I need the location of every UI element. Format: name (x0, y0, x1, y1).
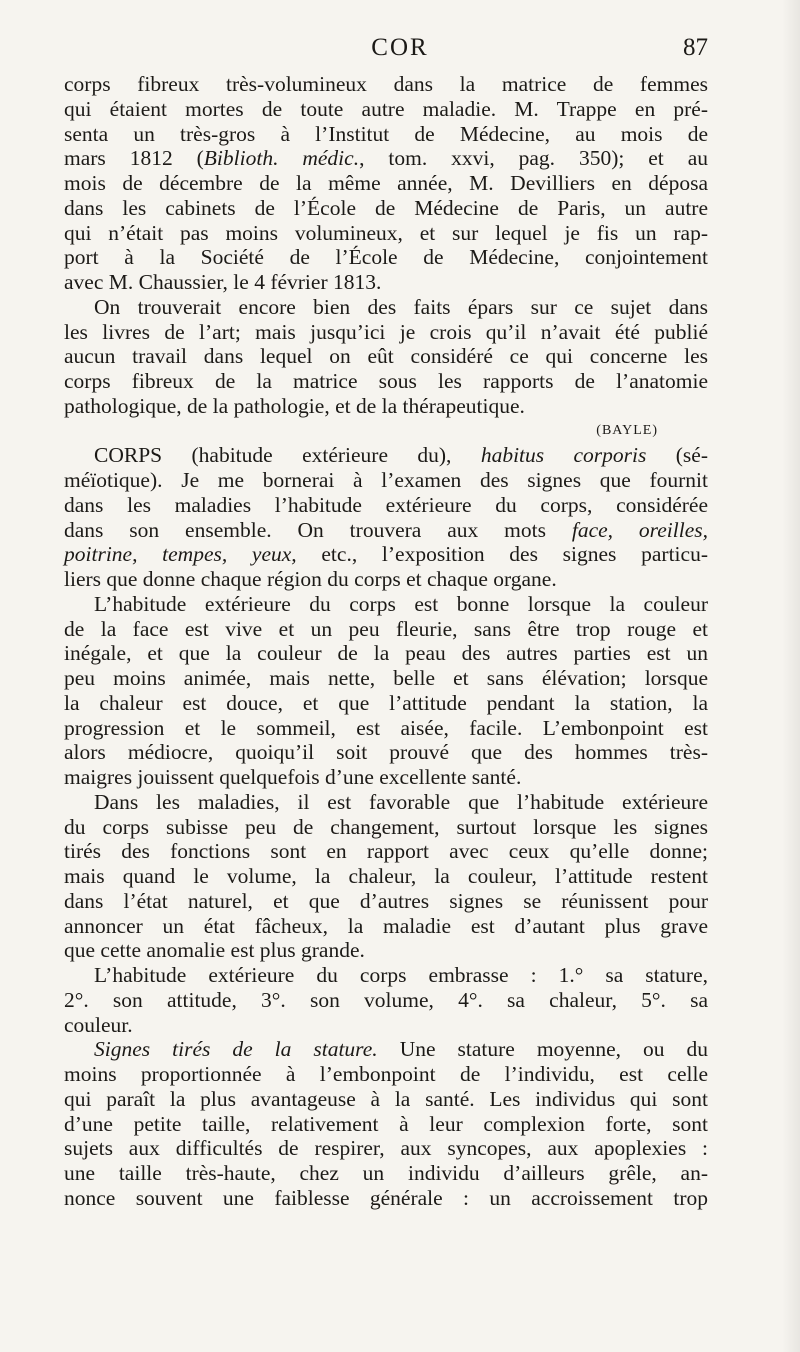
italic-term: poitrine, tempes, yeux, (64, 542, 297, 567)
text-line: une taille très-haute, chez un individu d’ailleurs grêle, an- (64, 1161, 708, 1185)
text-line: les livres de l’art; mais jusqu’ici je crois qu’il n’avait été publié (64, 319, 708, 344)
text-line: sujets aux difficultés de respirer, aux syncopes, aux apoplexies : (64, 1136, 708, 1161)
text-line: tirés des fonctions sont en rapport avec ceux qu’elle donne; (64, 839, 708, 864)
text-line (64, 518, 708, 543)
text-run: , tom. xxvi, pag. 350); et au (359, 146, 708, 171)
italic-term: face, oreilles, (571, 517, 708, 542)
text-line: de la face est vive et un peu fleurie, sans être trop rouge et (64, 616, 708, 641)
text-line: aucun travail dans lequel on eût considéré ce qui concerne les (64, 344, 708, 369)
text-line: liers que donne chaque région du corps et chaque organe. (64, 567, 557, 591)
text-run: Une stature moyenne, ou du (377, 1037, 708, 1062)
text-line (64, 542, 708, 567)
text-line: inégale, et que la couleur de la peau des autres parties est un (64, 641, 708, 666)
text-line: maigres jouissent quelquefois d’une excellente santé. (64, 765, 522, 789)
text-line: avec M. Chaussier, le 4 février 1813. (64, 270, 382, 294)
text-run: etc., l’exposition des signes particu- (296, 542, 708, 567)
text-line: qui étaient mortes de toute autre maladie. M. Trappe en pré- (64, 96, 708, 121)
text-line: mois de décembre de la même année, M. Devilliers en déposa (64, 171, 708, 195)
text-line: port à la Société de l’École de Médecine, conjointement (64, 245, 708, 270)
text-line: du corps subisse peu de changement, surtout lorsque les signes (64, 814, 708, 839)
author-signature: (BAYLE) (596, 422, 658, 438)
text-line (64, 1037, 708, 1062)
text-run: dans son ensemble. On trouvera aux mots (64, 517, 572, 542)
text-line: corps fibreux de la matrice sous les rapports de l’anatomie (64, 369, 708, 393)
text-line: progression et le sommeil, est aisée, facile. L’embonpoint est (64, 715, 708, 740)
text-line: dans les maladies l’habitude extérieure du corps, considérée (64, 492, 708, 517)
text-line: méïotique). Je me bornerai à l’examen des signes que fournit (64, 468, 708, 492)
text-run: CORPS (habitude extérieure du), (94, 443, 481, 468)
text-line: peu moins animée, mais nette, belle et sans élévation; lorsque (64, 666, 708, 690)
text-run: (sé- (646, 443, 708, 468)
text-line: qui paraît la plus avantageuse à la santé. Les individus qui sont (64, 1086, 708, 1111)
italic-citation: Biblioth. médic. (203, 146, 360, 171)
page-header (0, 34, 800, 68)
text-line: alors médiocre, quoiqu’il soit prouvé que des hommes très- (64, 740, 708, 765)
text-line: 2°. son attitude, 3°. son volume, 4°. sa chaleur, 5°. sa (64, 987, 708, 1012)
entry-heading-line (64, 443, 708, 468)
text-line: L’habitude extérieure du corps embrasse : 1.° sa stature, (94, 963, 708, 987)
text-line: moins proportionnée à l’embonpoint de l’individu, est celle (64, 1062, 708, 1086)
running-head: COR (371, 34, 429, 61)
text-line: L’habitude extérieure du corps est bonne lorsque la couleur (94, 591, 708, 616)
text-line: nonce souvent une faiblesse générale : un accroissement trop (64, 1185, 708, 1210)
text-run: mars 1812 ( (64, 146, 204, 171)
text-line: mais quand le volume, la chaleur, la couleur, l’attitude restent (64, 864, 708, 888)
page-edge-shadow (782, 0, 800, 1352)
body-text (64, 72, 708, 1211)
text-line: qui n’était pas moins volumineux, et sur lequel je fis un rap- (64, 220, 708, 245)
text-line: annoncer un état fâcheux, la maladie est d’autant plus grave (64, 913, 708, 938)
text-line: que cette anomalie est plus grande. (64, 938, 365, 963)
text-line: la chaleur est douce, et que l’attitude pendant la station, la (64, 690, 708, 715)
text-line: d’une petite taille, relativement à leur complexion forte, sont (64, 1111, 708, 1136)
italic-subheading: Signes tirés de la stature. (94, 1037, 378, 1062)
text-line: corps fibreux très-volumineux dans la matrice de femmes (64, 72, 708, 96)
text-line: dans les cabinets de l’École de Médecine de Paris, un autre (64, 195, 708, 220)
text-line: pathologique, de la pathologie, et de la thérapeutique. (64, 393, 525, 418)
italic-term: habitus corporis (480, 443, 647, 468)
text-line: couleur. (64, 1012, 133, 1037)
text-line: On trouverait encore bien des faits épars sur ce sujet dans (94, 294, 708, 319)
text-line (64, 146, 708, 171)
text-line: senta un très-gros à l’Institut de Médecine, au mois de (64, 121, 708, 146)
page-number: 87 (683, 34, 708, 61)
text-line: Dans les maladies, il est favorable que l’habitude extérieure (94, 789, 708, 814)
text-line: dans l’état naturel, et que d’autres signes se réunissent pour (64, 888, 708, 913)
